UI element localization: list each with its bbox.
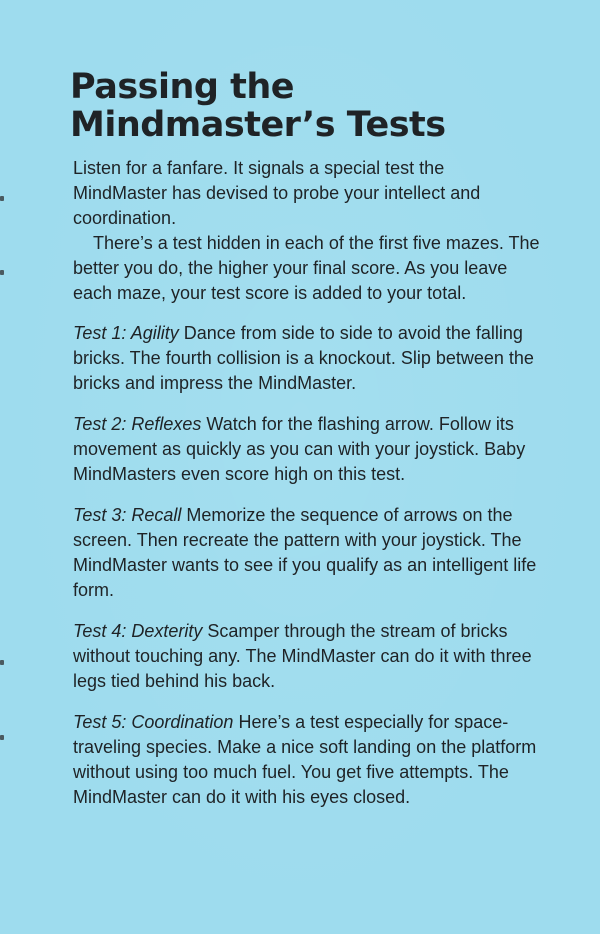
test-4-label: Test 4: Dexterity bbox=[73, 621, 203, 641]
test-4-paragraph bbox=[73, 619, 543, 694]
test-2-label: Test 2: Reflexes bbox=[73, 414, 202, 434]
intro-paragraph-2: There’s a test hidden in each of the first five mazes. The better you do, the higher your final score. As you leave each maze, your test score is added to your total. bbox=[73, 233, 540, 303]
page-title bbox=[70, 68, 530, 144]
test-1-text: Dance from side to side to avoid the falling bricks. The fourth collision is a knockout. Slip between the bricks and impress the MindMaster. bbox=[73, 323, 534, 393]
test-5-text: Here’s a test especially for space-traveling species. Make a nice soft landing on the platform without using too much fuel. You get five attempts. The MindMaster can do it with his eyes closed. bbox=[73, 712, 537, 807]
test-4-text: Scamper through the stream of bricks without touching any. The MindMaster can do it with three legs tied behind his back. bbox=[73, 621, 532, 691]
test-3-text: Memorize the sequence of arrows on the screen. Then recreate the pattern with your joystick. The MindMaster wants to see if you qualify as an intelligent life form. bbox=[73, 505, 537, 600]
test-2-text: Watch for the flashing arrow. Follow its movement as quickly as you can with your joystick. Baby MindMasters even score high on this test. bbox=[73, 414, 526, 484]
test-3-paragraph bbox=[73, 503, 543, 603]
test-5-label: Test 5: Coordination bbox=[73, 712, 234, 732]
binding-mark bbox=[0, 735, 4, 740]
title-line-1: Passing the bbox=[70, 67, 295, 107]
test-1-paragraph bbox=[73, 321, 543, 396]
test-2-paragraph bbox=[73, 412, 543, 487]
test-3-label: Test 3: Recall bbox=[73, 505, 182, 525]
body-text bbox=[73, 156, 543, 810]
binding-mark bbox=[0, 270, 4, 275]
intro-paragraph-1: Listen for a fanfare. It signals a special test the MindMaster has devised to probe your intellect and coordination. bbox=[73, 158, 481, 228]
test-1-label: Test 1: Agility bbox=[73, 323, 179, 343]
binding-mark bbox=[0, 196, 4, 201]
test-5-paragraph bbox=[73, 710, 543, 810]
binding-mark bbox=[0, 660, 4, 665]
title-line-2: Mindmaster’s Tests bbox=[70, 105, 446, 145]
